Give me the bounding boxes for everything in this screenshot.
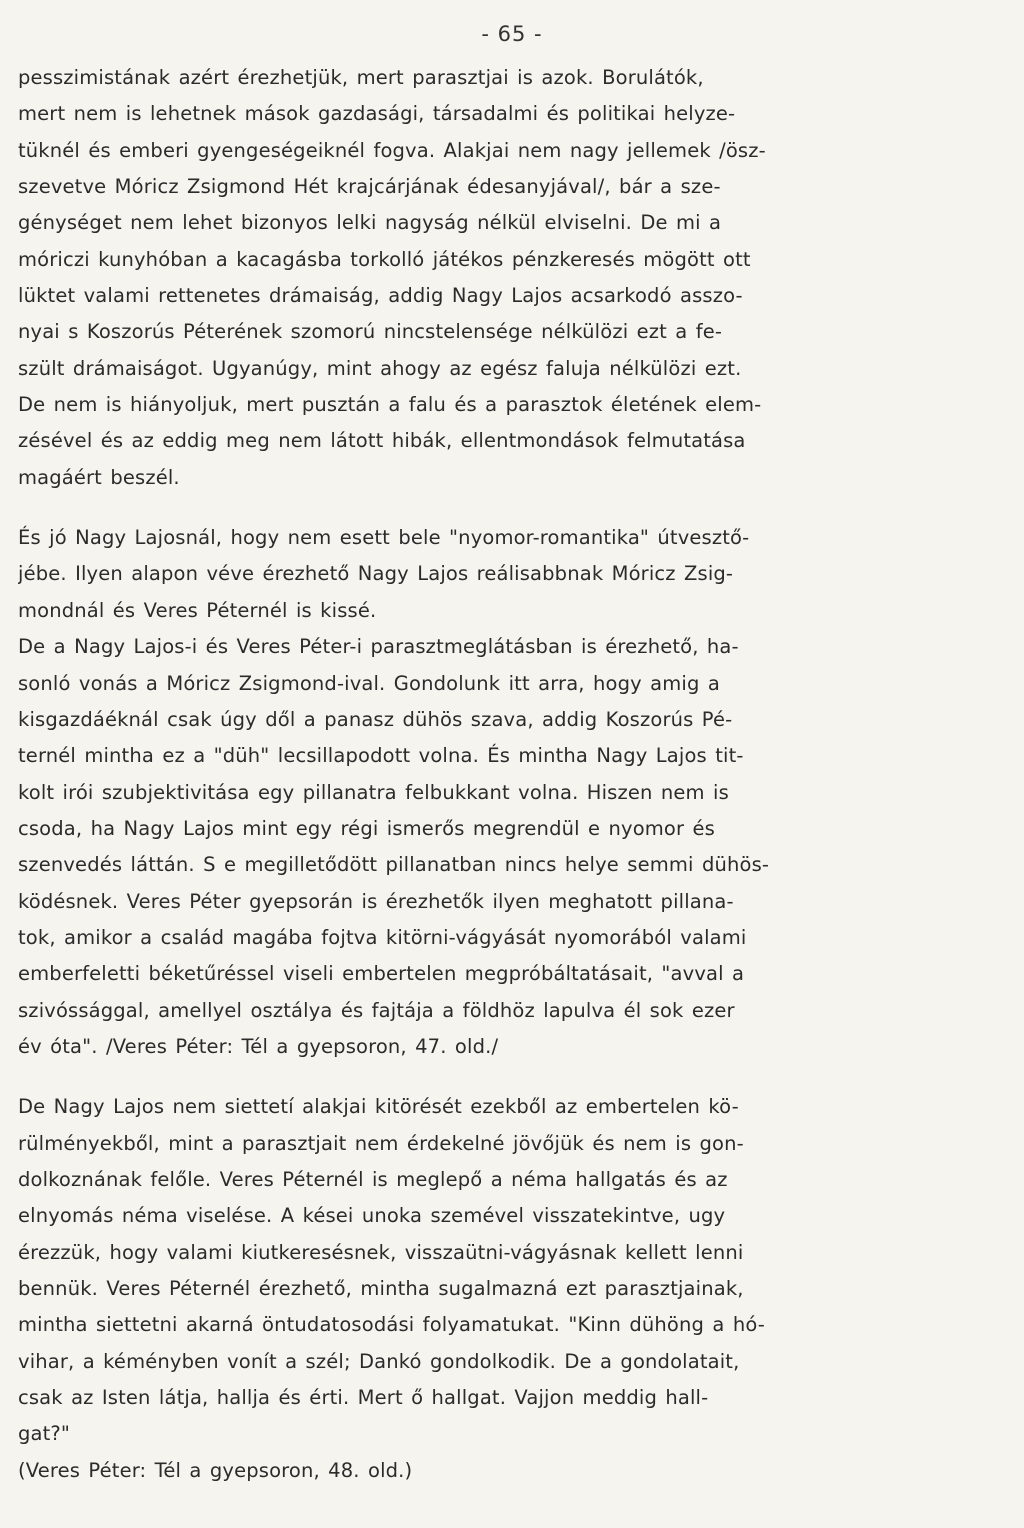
text-line: De Nagy Lajos nem siettetí alakjai kitörését ezekből az embertelen kö-: [18, 1095, 739, 1119]
text-line: szivóssággal, amellyel osztálya és fajtája a földhöz lapulva él sok ezer: [18, 998, 735, 1022]
text-line: mert nem is lehetnek mások gazdasági, társadalmi és politikai helyze-: [18, 102, 736, 126]
paragraph-gap: [18, 1065, 1010, 1089]
text-line: génységet nem lehet bizonyos lelki nagyság nélkül elviselni. De mi a: [18, 211, 722, 235]
text-line: szenvedés láttán. S e megilletődött pillanatban nincs helye semmi dühös-: [18, 853, 770, 877]
text-line: mintha siettetni akarná öntudatosodási folyamatukat. "Kinn dühöng a hó-: [18, 1313, 765, 1337]
text-line: És jó Nagy Lajosnál, hogy nem esett bele "nyomor-romantika" útvesztő-: [18, 526, 750, 550]
text-line: lüktet valami rettenetes drámaiság, addig Nagy Lajos acsarkodó asszo-: [18, 284, 743, 308]
text-line: zésével és az eddig meg nem látott hibák, ellentmondások felmutatása: [18, 429, 746, 453]
paragraph: [18, 1089, 1010, 1489]
text-line: (Veres Péter: Tél a gyepsoron, 48. old.): [18, 1458, 413, 1482]
text-line: tok, amikor a család magába fojtva kitörni-vágyását nyomorából valami: [18, 925, 747, 949]
text-line: kisgazdáéknál csak úgy dől a panasz dühös szava, addig Koszorús Pé-: [18, 707, 733, 731]
text-line: mondnál és Veres Péternél is kissé.: [18, 598, 377, 622]
text-line: érezzük, hogy valami kiutkeresésnek, visszaütni-vágyásnak kellett lenni: [18, 1240, 744, 1264]
text-line: De a Nagy Lajos-i és Veres Péter-i parasztmeglátásban is érezhető, ha-: [18, 635, 739, 659]
text-line: év óta". /Veres Péter: Tél a gyepsoron, 47. old./: [18, 1034, 499, 1058]
paragraph: [18, 60, 1010, 496]
text-line: ködésnek. Veres Péter gyepsorán is érezhetők ilyen meghatott pillana-: [18, 889, 734, 913]
text-line: elnyomás néma viselése. A kései unoka szemével visszatekintve, ugy: [18, 1204, 726, 1228]
text-line: gat?": [18, 1422, 71, 1446]
text-line: sonló vonás a Móricz Zsigmond-ival. Gondolunk itt arra, hogy amig a: [18, 671, 720, 695]
text-line: vihar, a kéményben vonít a szél; Dankó gondolkodik. De a gondolatait,: [18, 1349, 740, 1373]
text-line: nyai s Koszorús Péterének szomorú nincstelensége nélkülözi ezt a fe-: [18, 320, 723, 344]
text-line: tüknél és emberi gyengeségeiknél fogva. Alakjai nem nagy jellemek /ösz-: [18, 138, 766, 162]
text-line: pesszimistának azért érezhetjük, mert parasztjai is azok. Borulátók,: [18, 66, 704, 89]
text-line: De nem is hiányoljuk, mert pusztán a falu és a parasztok életének elem-: [18, 393, 762, 417]
text-line: emberfeletti béketűréssel viseli embertelen megpróbáltatásait, "avval a: [18, 962, 745, 986]
paragraph: [18, 520, 1010, 1065]
text-line: dolkoznának felőle. Veres Péternél is meglepő a néma hallgatás és az: [18, 1167, 728, 1191]
text-line: móriczi kunyhóban a kacagásba torkolló játékos pénzkeresés mögött ott: [18, 247, 751, 271]
paragraph-gap: [18, 496, 1010, 520]
text-line: bennük. Veres Péternél érezhető, mintha sugalmazná ezt parasztjainak,: [18, 1277, 744, 1300]
text-line: rülményekből, mint a parasztjait nem érdekelné jövőjük és nem is gon-: [18, 1131, 744, 1155]
body-text: [18, 60, 1010, 1489]
text-line: szült drámaiságot. Ugyanúgy, mint ahogy az egész faluja nélkülözi ezt.: [18, 356, 742, 380]
text-line: magáért beszél.: [18, 465, 180, 489]
text-line: csak az Isten látja, hallja és érti. Mert ő hallgat. Vajjon meddig hall-: [18, 1386, 709, 1410]
text-line: szevetve Móricz Zsigmond Hét krajcárjának édesanyjával/, bár a sze-: [18, 175, 721, 199]
text-line: kolt irói szubjektivitása egy pillanatra felbukkant volna. Hiszen nem is: [18, 780, 729, 804]
text-line: jébe. Ilyen alapon véve érezhető Nagy Lajos reálisabbnak Móricz Zsig-: [18, 562, 734, 586]
text-line: csoda, ha Nagy Lajos mint egy régi ismerős megrendül e nyomor és: [18, 816, 715, 840]
text-line: ternél mintha ez a "düh" lecsillapodott volna. És mintha Nagy Lajos tit-: [18, 744, 744, 768]
page-number: - 65 -: [481, 22, 543, 46]
